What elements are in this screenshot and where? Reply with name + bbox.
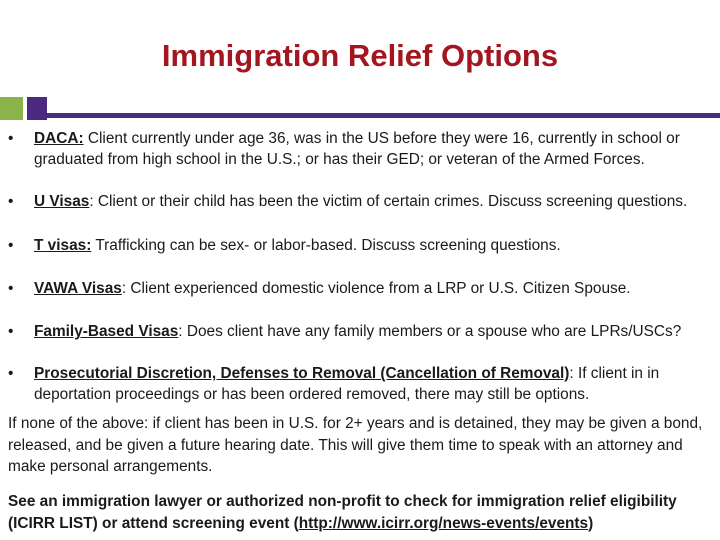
list-item-u-visas — [0, 191, 715, 212]
bullet-icon: • — [8, 130, 14, 147]
accent-divider-line — [47, 113, 720, 118]
bullet-icon: • — [8, 365, 14, 382]
referral-paragraph — [8, 491, 714, 534]
referral-text: See an immigration lawyer or authorized non-profit to check for immigration relief eligibility (ICIRR LIST) or attend screening event ( — [8, 493, 677, 532]
bullet-label: U Visas — [34, 193, 90, 210]
icirr-events-link[interactable]: http://www.icirr.org/news-events/events — [298, 514, 589, 532]
detention-paragraph: If none of the above: if client has been in U.S. for 2+ years and is detained, they may be given a bond, released, and be given a future hearing date. This will give them time to speak with an attorney and make personal arrangements. — [8, 415, 703, 475]
bullet-text: : Client experienced domestic violence from a LRP or U.S. Citizen Spouse. — [121, 280, 631, 297]
relief-options-list — [0, 128, 715, 405]
bullet-icon: • — [8, 280, 14, 297]
list-item-family-based-visas — [0, 321, 715, 342]
bullet-text: : Client or their child has been the victim of certain crimes. Discuss screening questions. — [89, 193, 688, 210]
bullet-text: : Does client have any family members or a spouse who are LPRs/USCs? — [178, 323, 682, 340]
list-item-prosecutorial-discretion — [0, 363, 715, 405]
bullet-text: Trafficking can be sex- or labor-based. Discuss screening questions. — [91, 237, 561, 254]
bullet-label: T visas: — [34, 237, 92, 254]
bullet-label: VAWA Visas — [34, 280, 122, 297]
list-item-t-visas — [0, 235, 715, 256]
slide-title: Immigration Relief Options — [161, 38, 559, 73]
bullet-text: : If client in in deportation proceedings or has been ordered removed, there may still be options. — [34, 365, 660, 403]
bullet-icon: • — [8, 237, 14, 254]
list-item-daca — [0, 128, 715, 170]
list-item-vawa-visas — [0, 278, 715, 299]
bullet-icon: • — [8, 193, 14, 210]
referral-text-end: ) — [588, 514, 594, 532]
accent-square-purple — [27, 97, 47, 120]
accent-square-green — [0, 97, 23, 120]
bullet-label: Prosecutorial Discretion, Defenses to Removal (Cancellation of Removal) — [34, 365, 570, 382]
bullet-icon: • — [8, 323, 14, 340]
bullet-label: Family-Based Visas — [34, 323, 179, 340]
bullet-text: Client currently under age 36, was in the US before they were 16, currently in school or graduated from high school in the U.S.; or has their GED; or veteran of the Armed Forces. — [34, 130, 680, 168]
bullet-label: DACA: — [34, 130, 84, 147]
